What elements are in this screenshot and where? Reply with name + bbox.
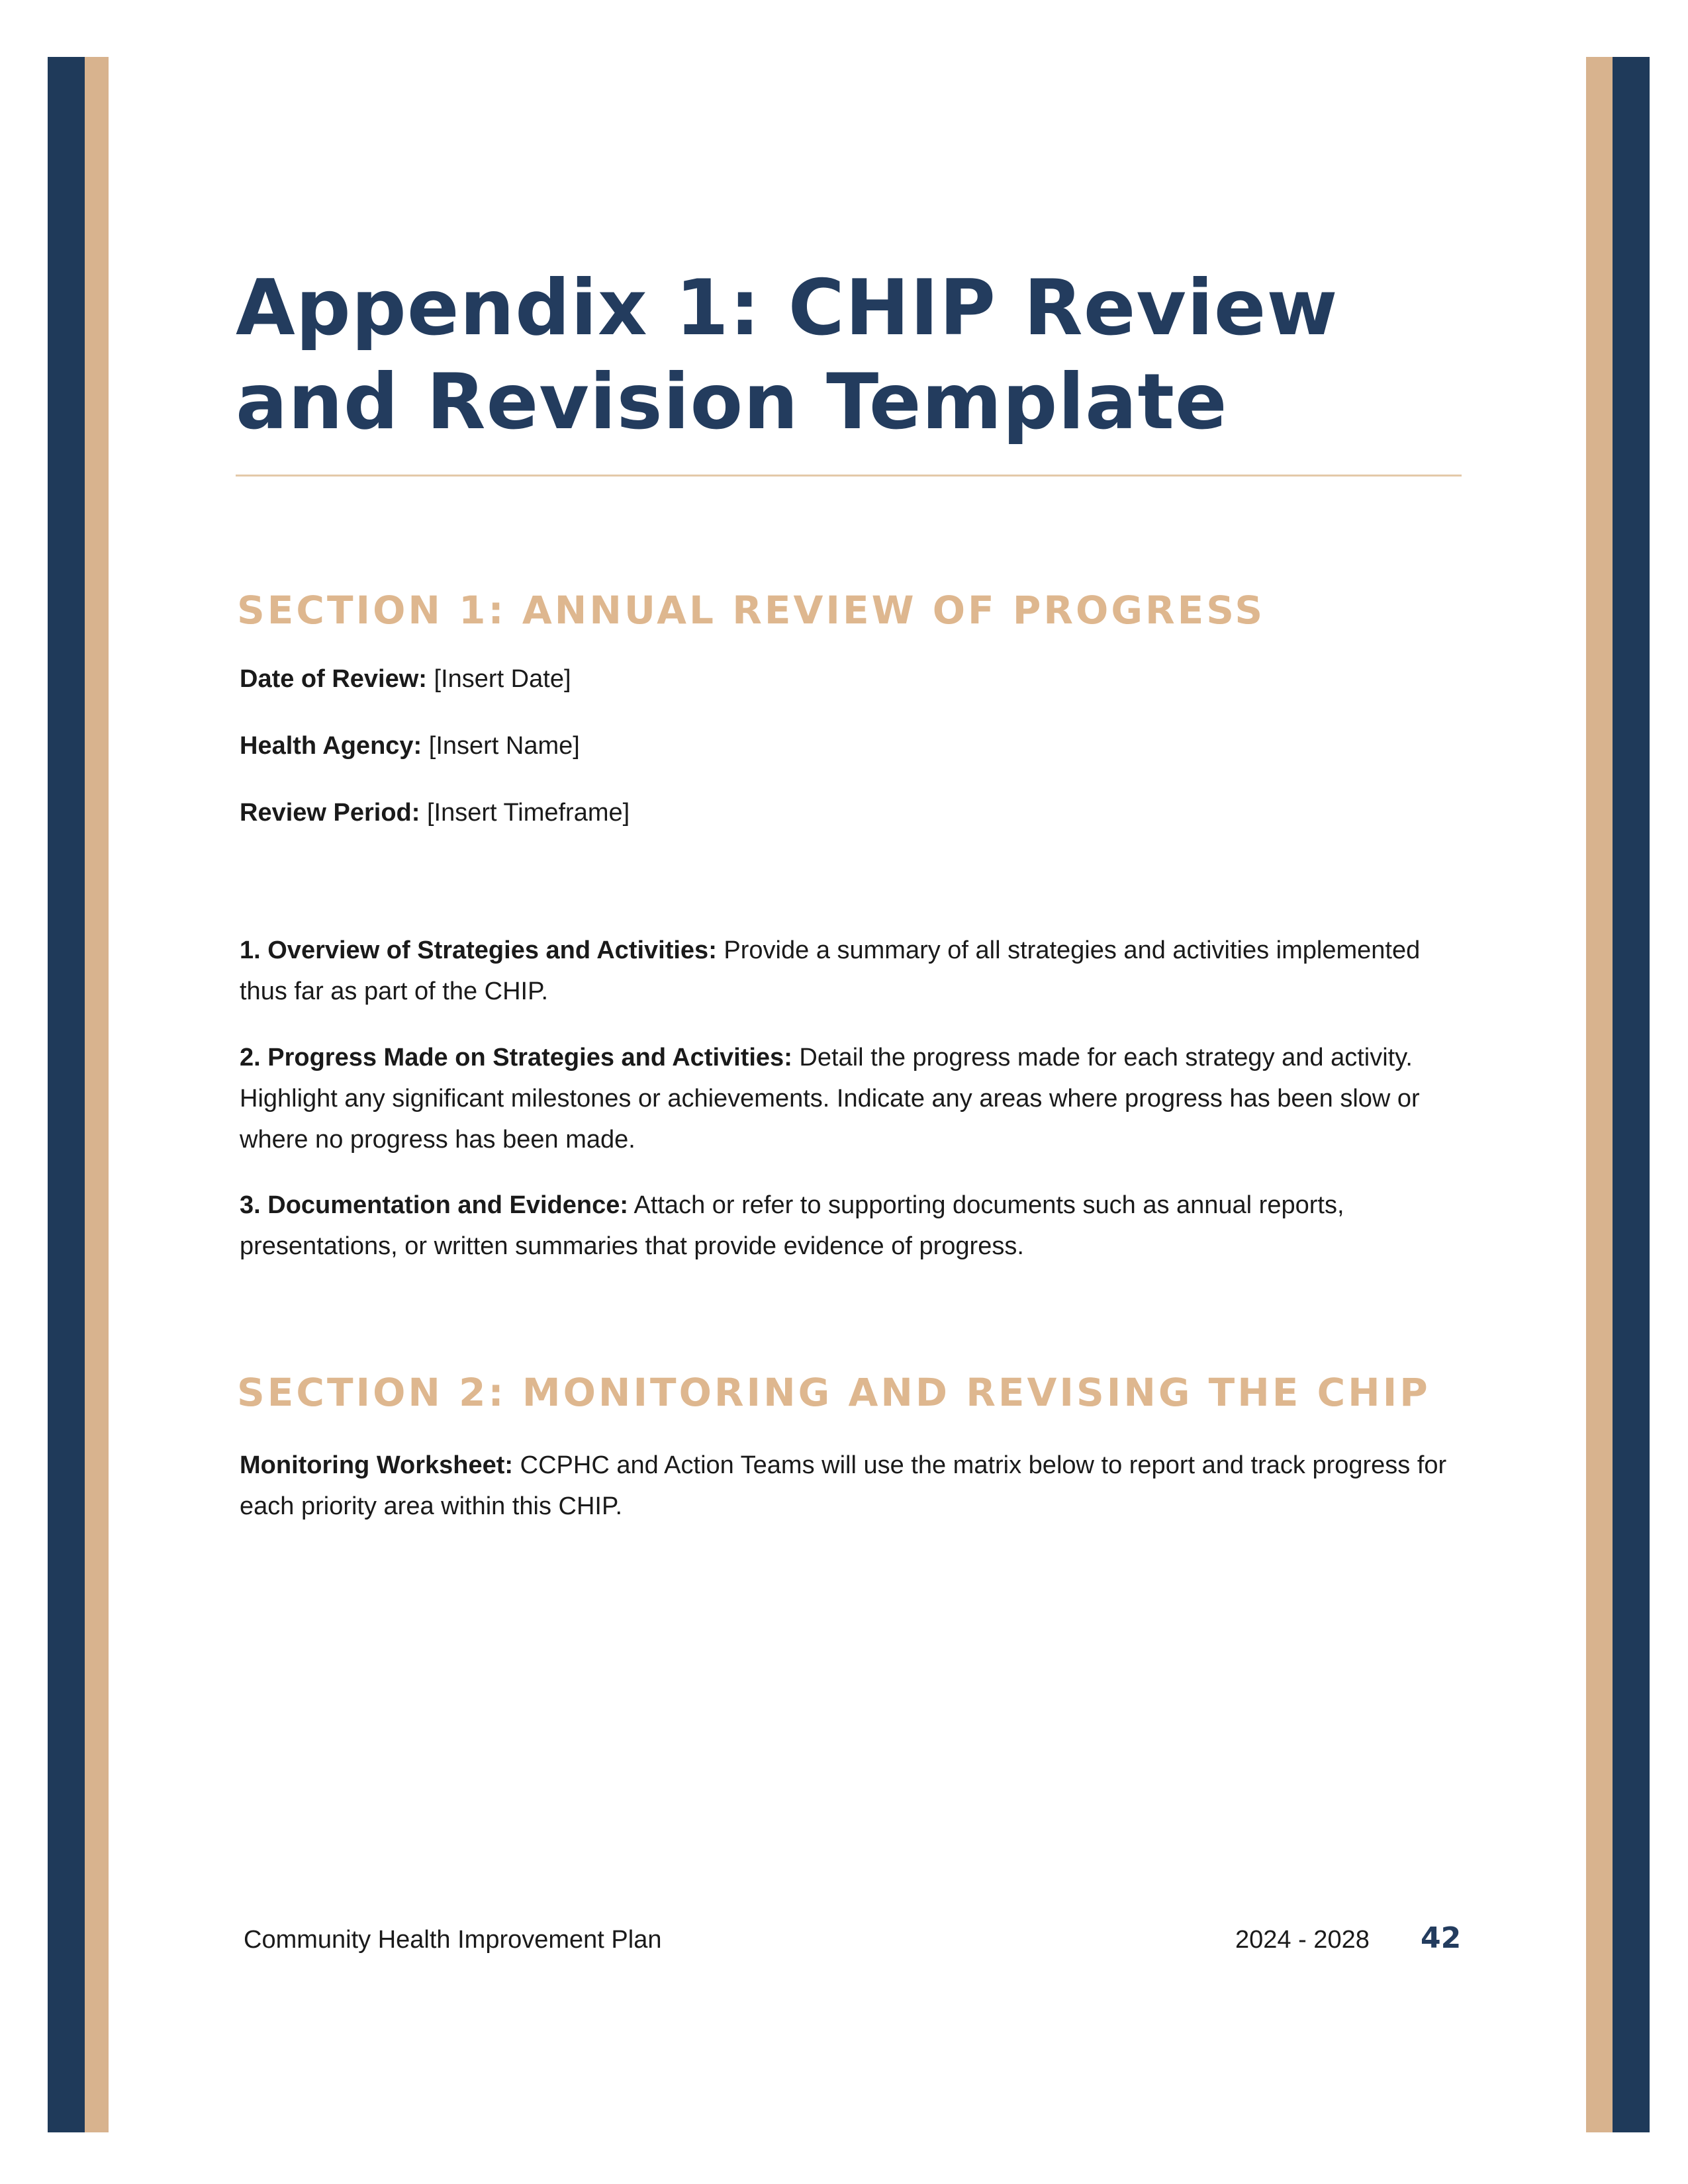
section-2-heading: SECTION 2: MONITORING AND REVISING THE CHIP <box>237 1370 1430 1415</box>
date-of-review-field <box>240 664 571 696</box>
field-value: [Insert Name] <box>428 732 580 760</box>
field-value: [Insert Date] <box>434 665 571 693</box>
item-label: 1. Overview of Strategies and Activities: <box>240 936 717 964</box>
title-divider <box>236 475 1462 477</box>
left-tan-border <box>85 57 109 2132</box>
page-title: Appendix 1: CHIP Review and Revision Template <box>236 263 1338 447</box>
field-value: [Insert Timeframe] <box>426 799 630 827</box>
health-agency-field <box>240 731 580 762</box>
review-period-field <box>240 797 630 829</box>
footer-years: 2024 - 2028 <box>1235 1926 1370 1954</box>
item-progress <box>240 1037 1464 1160</box>
item-label: 2. Progress Made on Strategies and Activities: <box>240 1044 792 1071</box>
item-text: Provide a summary of all strategies and activities implemented thus far as part of the CHIP. <box>240 936 1421 1005</box>
item-text: Detail the progress made for each strategy and activity. Highlight any significant milestones or achievements. Indicate any areas where progress has been slow or where no progress has been made. <box>240 1044 1420 1154</box>
worksheet-text: CCPHC and Action Teams will use the matrix below to report and track progress for each priority area within this CHIP. <box>240 1451 1447 1520</box>
worksheet-label: Monitoring Worksheet: <box>240 1451 514 1479</box>
item-label: 3. Documentation and Evidence: <box>240 1191 628 1219</box>
left-navy-border <box>48 57 85 2132</box>
page-number: 42 <box>1421 1921 1462 1955</box>
field-label: Health Agency: <box>240 732 422 760</box>
right-tan-border <box>1586 57 1613 2132</box>
footer-document-name: Community Health Improvement Plan <box>244 1926 662 1954</box>
item-documentation <box>240 1185 1464 1267</box>
section-1-heading: SECTION 1: ANNUAL REVIEW OF PROGRESS <box>237 588 1266 633</box>
item-overview <box>240 930 1464 1012</box>
right-navy-border <box>1613 57 1650 2132</box>
monitoring-worksheet <box>240 1445 1464 1527</box>
field-label: Review Period: <box>240 799 420 827</box>
item-text: Attach or refer to supporting documents such as annual reports, presentations, or written summaries that provide evidence of progress. <box>240 1191 1344 1260</box>
field-label: Date of Review: <box>240 665 427 693</box>
